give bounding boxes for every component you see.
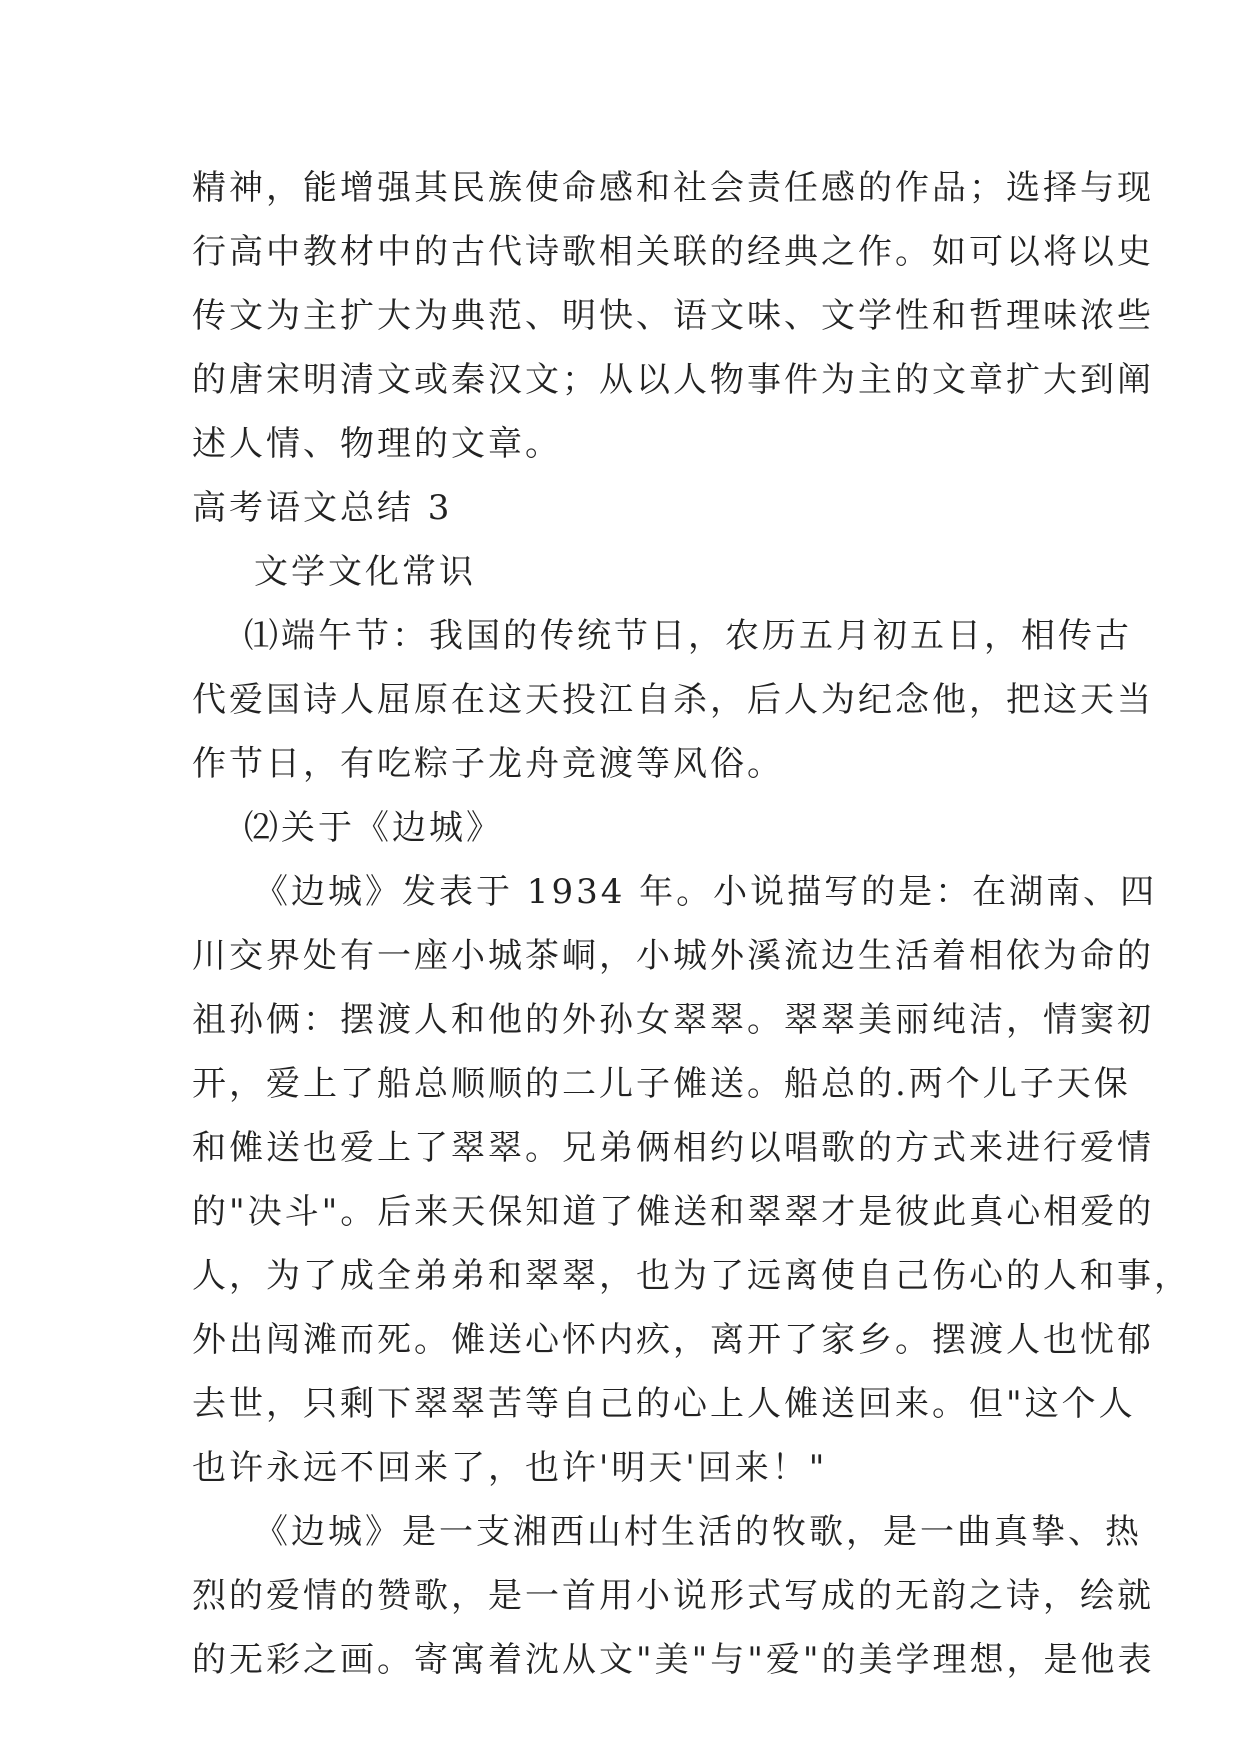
paragraph-line: 的无彩之画。寄寓着沈从文"美"与"爱"的美学理想，是他表 — [192, 1640, 1155, 1680]
paragraph-line: 传文为主扩大为典范、明快、语文味、文学性和哲理味浓些 — [192, 296, 1154, 336]
paragraph-line: 和傩送也爱上了翠翠。兄弟俩相约以唱歌的方式来进行爱情 — [192, 1128, 1154, 1168]
list-item-line: 作节日，有吃粽子龙舟竞渡等风俗。 — [192, 744, 784, 784]
paragraph-line: 的唐宋明清文或秦汉文；从以人物事件为主的文章扩大到阐 — [192, 360, 1154, 400]
list-item-line: ⑴端午节：我国的传统节日，农历五月初五日，相传古 — [244, 616, 1132, 656]
paragraph-line: 烈的爱情的赞歌，是一首用小说形式写成的无韵之诗，绘就 — [192, 1576, 1154, 1616]
paragraph-line: 述人情、物理的文章。 — [192, 424, 562, 464]
paragraph-line: 的"决斗"。后来天保知道了傩送和翠翠才是彼此真心相爱的 — [192, 1192, 1155, 1232]
paragraph-line: 也许永远不回来了，也许'明天'回来！" — [192, 1448, 828, 1488]
section-subheading: 文学文化常识 — [254, 552, 476, 592]
paragraph-line: 行高中教材中的古代诗歌相关联的经典之作。如可以将以史 — [192, 232, 1154, 272]
paragraph-line: 外出闯滩而死。傩送心怀内疚，离开了家乡。摆渡人也忧郁 — [192, 1320, 1154, 1360]
paragraph-line: 人，为了成全弟弟和翠翠，也为了远离使自己伤心的人和事， — [192, 1256, 1191, 1296]
paragraph-line: 去世，只剩下翠翠苦等自己的心上人傩送回来。但"这个人 — [192, 1384, 1136, 1424]
paragraph-line: 精神，能增强其民族使命感和社会责任感的作品；选择与现 — [192, 168, 1154, 208]
paragraph-line: 祖孙俩：摆渡人和他的外孙女翠翠。翠翠美丽纯洁，情窦初 — [192, 1000, 1154, 1040]
paragraph-line: 《边城》发表于 1934 年。小说描写的是：在湖南、四 — [254, 872, 1158, 912]
paragraph-line: 开，爱上了船总顺顺的二儿子傩送。船总的.两个儿子天保 — [192, 1064, 1131, 1104]
list-item-line: 代爱国诗人屈原在这天投江自杀，后人为纪念他，把这天当 — [192, 680, 1154, 720]
document-body — [192, 156, 1191, 1692]
section-heading: 高考语文总结 3 — [192, 488, 453, 528]
paragraph-line: 《边城》是一支湘西山村生活的牧歌，是一曲真挚、热 — [254, 1512, 1142, 1552]
list-item-title: ⑵关于《边城》 — [244, 808, 503, 848]
paragraph-line: 川交界处有一座小城茶峒，小城外溪流边生活着相依为命的 — [192, 936, 1154, 976]
